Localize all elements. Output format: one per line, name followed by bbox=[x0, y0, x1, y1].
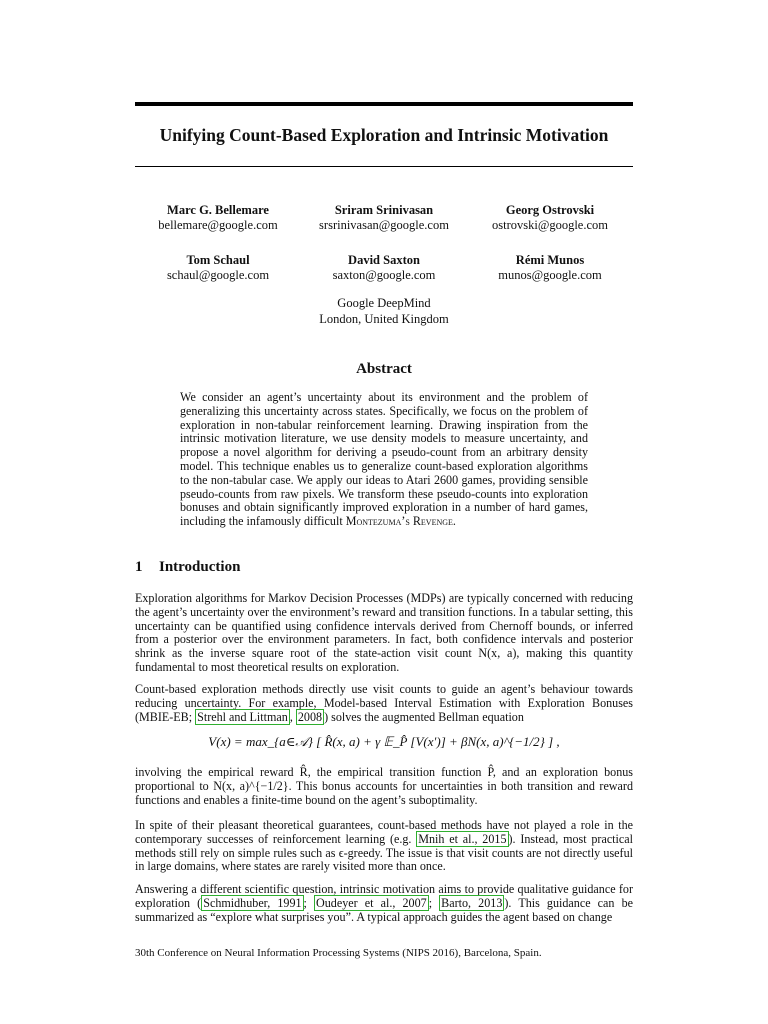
paragraph-2-text: Count-based exploration methods directly use visit counts to guide an agent’s behaviour towards reducing uncertainty. For example, Model-based Interval Estimation with Exploration Bonuses (MBIE-EB; bbox=[135, 682, 633, 724]
author-block bbox=[301, 203, 467, 233]
authors-row-1 bbox=[135, 203, 633, 233]
authors-row-2 bbox=[135, 253, 633, 283]
citation-text: Schmidhuber, 1991 bbox=[203, 895, 302, 910]
author-name: Georg Ostrovski bbox=[505, 203, 595, 217]
citation-link[interactable] bbox=[296, 709, 324, 725]
author-email[interactable]: ostrovski@google.com bbox=[491, 218, 608, 232]
author-email[interactable]: munos@google.com bbox=[498, 268, 602, 282]
paragraph-5 bbox=[135, 883, 633, 924]
title-top-rule bbox=[135, 102, 633, 106]
paragraph-5-text: Answering a different scientific question, intrinsic motivation aims to provide qualitative guidance for exploration ( bbox=[135, 882, 633, 910]
citation-separator: ; bbox=[428, 895, 440, 910]
abstract-heading: Abstract bbox=[356, 361, 412, 377]
author-name: Rémi Munos bbox=[515, 253, 585, 267]
citation-separator: ; bbox=[303, 895, 315, 910]
section-heading bbox=[135, 558, 240, 576]
author-name: David Saxton bbox=[348, 253, 420, 267]
author-name: Sriram Srinivasan bbox=[334, 203, 434, 217]
paragraph-4-text: In spite of their pleasant theoretical guarantees, count-based methods have not played a role in the contemporary successes of reinforcement learning (e.g. bbox=[135, 818, 633, 846]
abstract-end: . bbox=[452, 514, 456, 529]
citation-link[interactable] bbox=[201, 895, 303, 911]
title-bottom-rule bbox=[135, 166, 633, 167]
paragraph-2-text-end: ) solves the augmented Bellman equation bbox=[324, 709, 524, 724]
author-block bbox=[135, 253, 301, 283]
author-block bbox=[301, 253, 467, 283]
paragraph-2 bbox=[135, 683, 633, 724]
section-number: 1 bbox=[135, 559, 143, 575]
author-name: Tom Schaul bbox=[186, 253, 250, 267]
citation-text: Strehl and Littman bbox=[197, 709, 288, 724]
citation-link[interactable] bbox=[314, 895, 429, 911]
paragraph-3: involving the empirical reward R̂, the empirical transition function P̂, and an exploration bonus proportional to N(x, a)^{−1/2}. This bonus accounts for uncertainties in both transition and reward functions and enables a finite-time bound on the agent’s suboptimality. bbox=[135, 765, 633, 807]
author-email[interactable]: saxton@google.com bbox=[332, 268, 436, 282]
citation-text: 2008 bbox=[297, 709, 323, 724]
author-email[interactable]: bellemare@google.com bbox=[158, 218, 278, 232]
bellman-equation: V(x) = max_{a∈𝒜} [ R̂(x, a) + γ 𝔼_P̂ [V(x′)] + βN(x, a)^{−1/2} ] , bbox=[208, 734, 560, 749]
abstract-text bbox=[180, 391, 588, 529]
author-block bbox=[135, 203, 301, 233]
citation-text: Oudeyer et al., 2007 bbox=[316, 895, 427, 910]
author-block bbox=[467, 203, 633, 233]
abstract-game-name: Montezuma’s Revenge bbox=[345, 514, 453, 529]
citation-link[interactable] bbox=[195, 709, 290, 725]
author-block bbox=[467, 253, 633, 283]
paragraph-1: Exploration algorithms for Markov Decision Processes (MDPs) are typically concerned with reducing the agent’s uncertainty over the environment’s reward and transition functions. In a tabular setting, this uncertainty can be quantified using confidence intervals derived from Chernoff bounds, or inferred from a posterior over the environment parameters. In fact, both confidence intervals and posterior shrink as the inverse square root of the state-action visit count N(x, a), making this quantity fundamental to most theoretical results on exploration. bbox=[135, 591, 633, 674]
citation-text: Barto, 2013 bbox=[441, 895, 503, 910]
author-email[interactable]: srsrinivasan@google.com bbox=[319, 218, 449, 232]
author-email[interactable]: schaul@google.com bbox=[166, 268, 270, 282]
conference-footnote: 30th Conference on Neural Information Processing Systems (NIPS 2016), Barcelona, Spain. bbox=[135, 947, 542, 959]
author-name: Marc G. Bellemare bbox=[167, 203, 269, 217]
paragraph-4-text-end: ). Instead, most practical methods still rely on simple rules such as ϵ-greedy. The issue is that visit counts are not directly useful in large domains, where states are rarely visited more than once. bbox=[135, 831, 634, 874]
citation-text: Mnih et al., 2015 bbox=[418, 831, 507, 846]
citation-link[interactable] bbox=[416, 831, 508, 847]
paper-title: Unifying Count-Based Exploration and Intrinsic Motivation bbox=[159, 125, 609, 145]
affiliation bbox=[135, 296, 633, 327]
paragraph-4 bbox=[135, 819, 633, 874]
affiliation-org: Google DeepMind bbox=[337, 296, 431, 310]
citation-separator: , bbox=[289, 709, 296, 724]
paragraph-5-text-end: ). This guidance can be summarized as “explore what surprises you”. A typical approach guides the agent based on change bbox=[135, 895, 633, 924]
section-title: Introduction bbox=[159, 559, 241, 575]
abstract-body: We consider an agent’s uncertainty about its environment and the problem of generalizing this uncertainty across states. Specifically, we focus on the problem of exploration in non-tabular reinforcement learning. Drawing inspiration from the intrinsic motivation literature, we use density models to measure uncertainty, and propose a novel algorithm for deriving a pseudo-count from an arbitrary density model. This technique enables us to generalize count-based exploration algorithms to the non-tabular case. We apply our ideas to Atari 2600 games, providing sensible pseudo-counts from raw pixels. We transform these pseudo-counts into exploration bonuses and obtain significantly improved exploration in a number of hard games, including the infamously difficult bbox=[180, 390, 588, 529]
affiliation-location: London, United Kingdom bbox=[319, 311, 449, 326]
citation-link[interactable] bbox=[439, 895, 504, 911]
